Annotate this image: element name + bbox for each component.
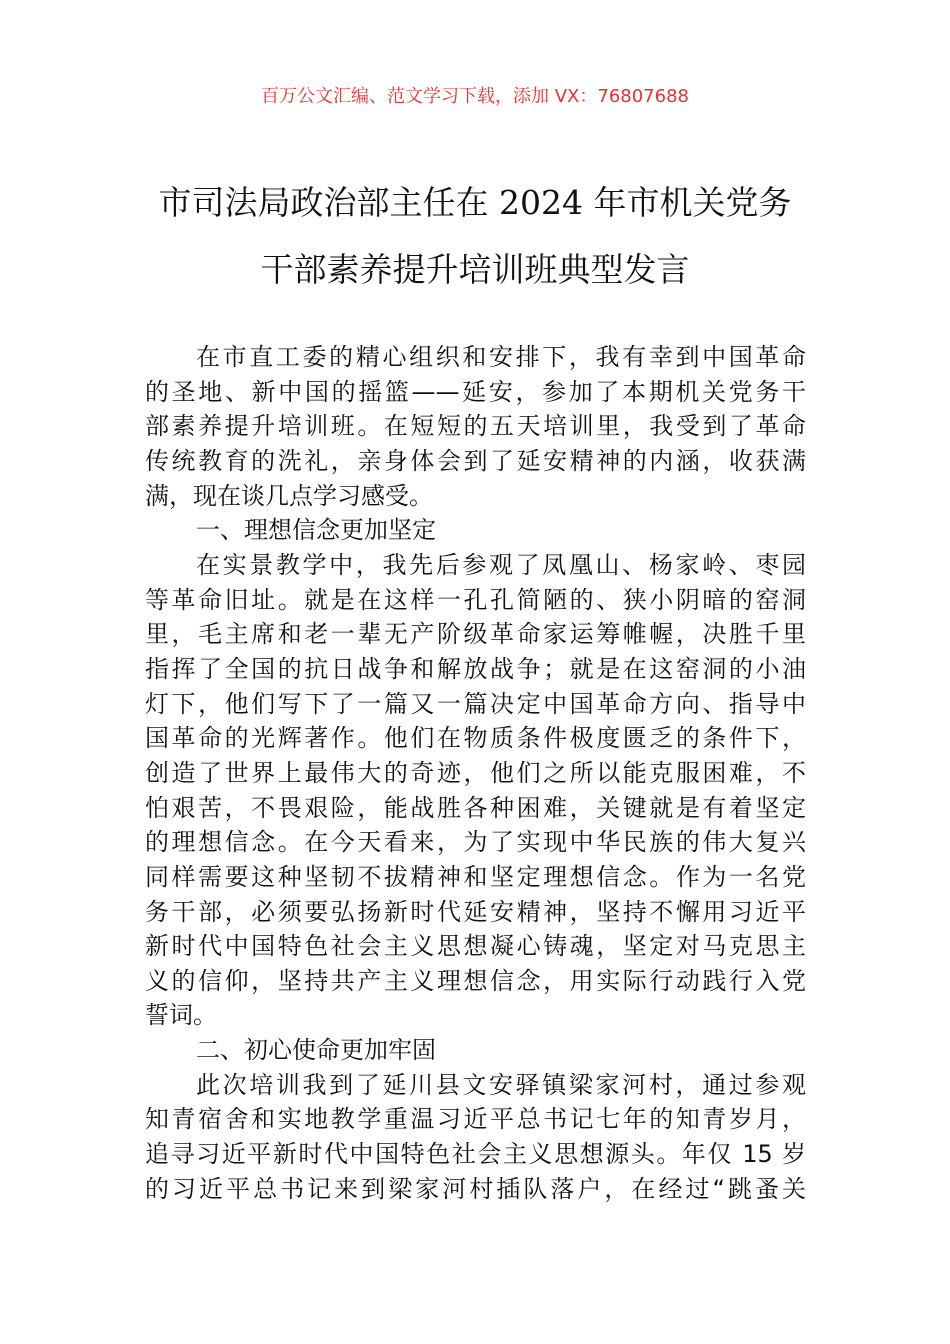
text-line: 部素养提升培训班。在短短的五天培训里，我受到了革命	[145, 412, 806, 441]
text-line: 灯下，他们写下了一篇又一篇决定中国革命方向、指导中	[145, 689, 806, 718]
text-line: 在实景教学中，我先后参观了凤凰山、杨家岭、枣园	[196, 550, 806, 579]
text-line: 满，现在谈几点学习感受。	[145, 481, 433, 510]
text-line: 新时代中国特色社会主义思想凝心铸魂，坚定对马克思主	[145, 932, 806, 961]
text-line: 创造了世界上最伟大的奇迹，他们之所以能克服困难，不	[145, 758, 806, 787]
text-line: 同样需要这种坚韧不拔精神和坚定理想信念。作为一名党	[145, 862, 806, 891]
document-title-line-2: 干部素养提升培训班典型发言	[260, 250, 690, 289]
text-line: 誓词。	[145, 1001, 217, 1030]
watermark-banner: 百万公文汇编、范文学习下载，添加 VX：76807688	[261, 86, 689, 107]
text-line: 国革命的光辉著作。他们在物质条件极度匮乏的条件下，	[145, 724, 806, 753]
text-line: 的理想信念。在今天看来，为了实现中华民族的伟大复兴	[145, 828, 806, 857]
section-heading	[145, 513, 806, 548]
paragraph	[145, 548, 806, 1033]
text-line: 追寻习近平新时代中国特色社会主义思想源头。年仅 15 岁	[145, 1140, 806, 1169]
text-line: 一、理想信念更加坚定	[196, 516, 436, 545]
text-line: 怕艰苦，不畏艰险，能战胜各种困难，关键就是有着坚定	[145, 793, 806, 822]
text-line: 义的信仰，坚持共产主义理想信念，用实际行动践行入党	[145, 966, 806, 995]
text-line: 的习近平总书记来到梁家河村插队落户，在经过“跳蚤关	[145, 1174, 806, 1203]
text-line: 在市直工委的精心组织和安排下，我有幸到中国革命	[196, 343, 806, 371]
text-line: 二、初心使命更加牢固	[196, 1036, 436, 1065]
text-line: 的圣地、新中国的摇篮——延安，参加了本期机关党务干	[145, 377, 806, 406]
text-line: 务干部，必须要弘扬新时代延安精神，坚持不懈用习近平	[145, 897, 806, 926]
text-line: 指挥了全国的抗日战争和解放战争；就是在这窑洞的小油	[145, 654, 806, 683]
text-line: 传统教育的洗礼，亲身体会到了延安精神的内涵，收获满	[145, 446, 806, 475]
document-body	[145, 340, 806, 1206]
paragraph	[145, 340, 806, 513]
section-heading	[145, 1033, 806, 1068]
document-title-line-1: 市司法局政治部主任在 2024 年市机关党务	[158, 183, 792, 222]
text-line: 知青宿舍和实地教学重温习近平总书记七年的知青岁月，	[145, 1105, 806, 1134]
text-line: 等革命旧址。就是在这样一孔孔简陋的、狭小阴暗的窑洞	[145, 585, 806, 614]
text-line: 里，毛主席和老一辈无产阶级革命家运筹帷幄，决胜千里	[145, 620, 806, 649]
text-line: 此次培训我到了延川县文安驿镇梁家河村，通过参观	[196, 1070, 806, 1099]
paragraph	[145, 1068, 806, 1207]
